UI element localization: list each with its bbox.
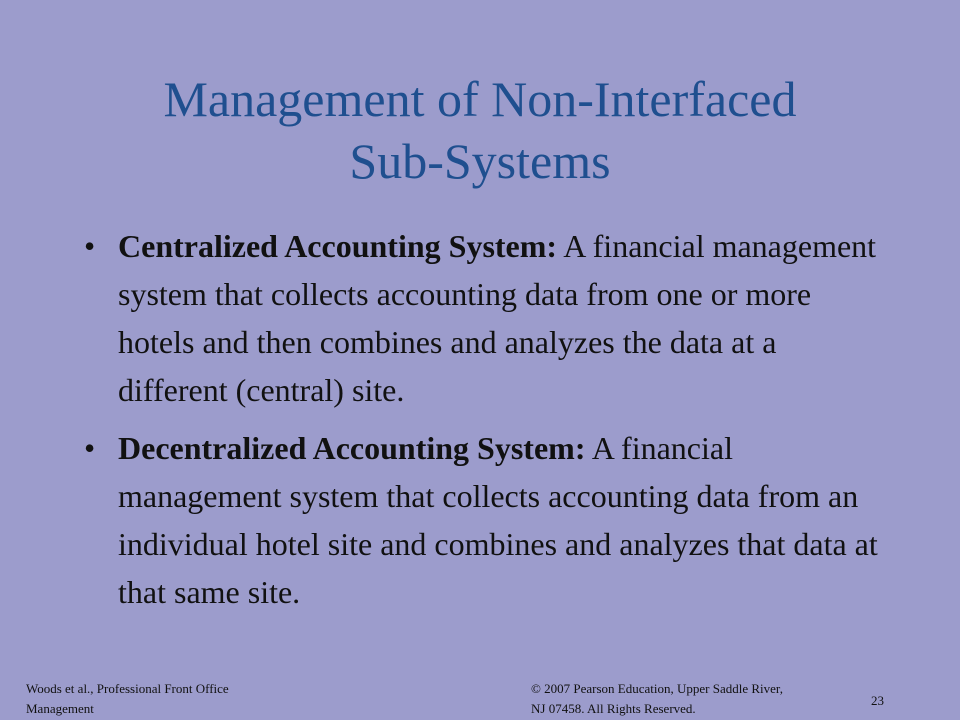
slide-title-line-2: Sub-Systems [349,133,611,189]
footer-copyright-line-2: NJ 07458. All Rights Reserved. [531,701,696,716]
bullet-dot: • [84,430,96,466]
bullet-text-centralized: A financial management system that collects accounting data from one or more hotels and then combines and analyzes the data at a different (central) site. [118,228,877,408]
bullet-term-centralized: Centralized Accounting System: [118,228,558,264]
bullet-term-decentralized: Decentralized Accounting System: [118,430,586,466]
bullet-centralized-accounting [84,222,884,414]
bullet-decentralized-accounting [84,424,884,616]
footer-citation-line-2: Management [26,701,94,716]
footer-copyright-line-1: © 2007 Pearson Education, Upper Saddle River, [531,681,783,696]
bullet-text-decentralized: A financial management system that collects accounting data from an individual hotel site and combines and analyzes that data at that same site. [118,430,878,610]
bullet-list [84,222,884,626]
footer-citation-line-1: Woods et al., Professional Front Office [26,681,229,696]
footer-citation [26,679,296,719]
page-number: 23 [871,693,884,708]
bullet-dot: • [84,228,96,264]
slide-title [60,68,900,192]
footer-copyright [531,679,851,719]
slide-title-line-1: Management of Non-Interfaced [163,71,797,127]
